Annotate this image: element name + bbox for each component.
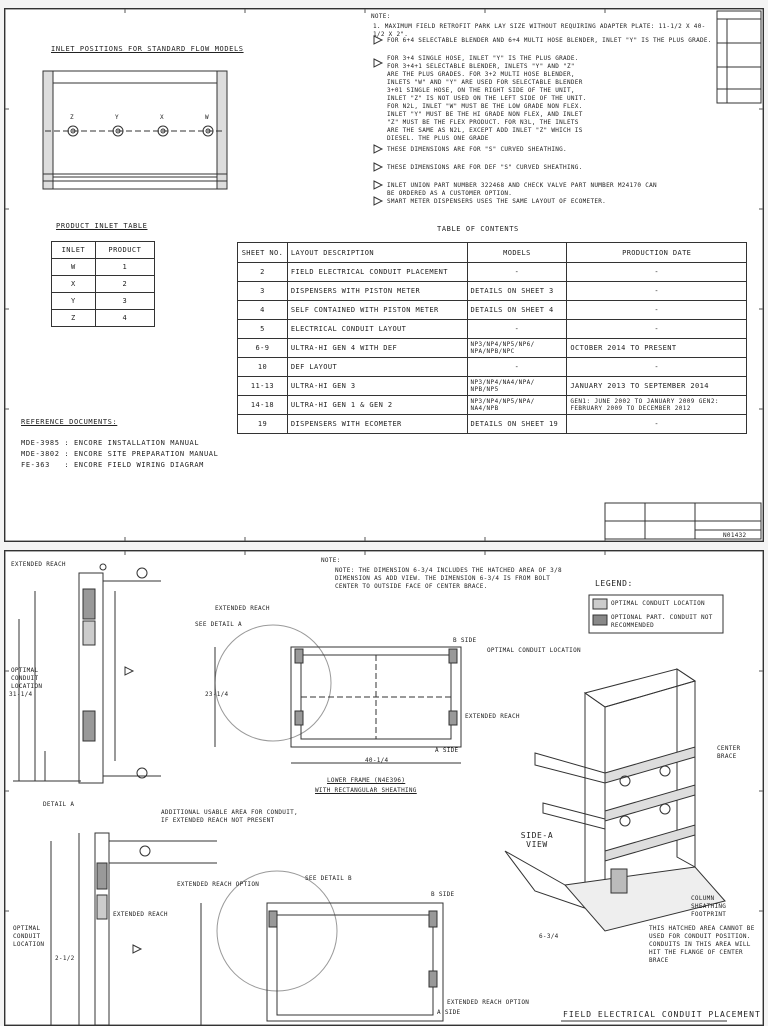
toc-header-sheet: SHEET NO. [238,243,288,263]
toc-cell: 6-9 [238,339,288,358]
pit-cell: 3 [95,293,154,310]
toc-title: TABLE OF CONTENTS [437,225,519,233]
toc-cell: ULTRA-HI GEN 3 [287,377,467,396]
toc-cell: ELECTRICAL CONDUIT LAYOUT [287,320,467,339]
reference-docs-title: REFERENCE DOCUMENTS: [21,418,118,426]
label-extended-reach-option-2: EXTENDED REACH OPTION [447,999,530,1006]
table-row [238,263,747,282]
table-row [52,276,155,293]
note-4: THESE DIMENSIONS ARE FOR "S" CURVED SHEATHING. [387,146,567,153]
label-hatched-note: THIS HATCHED AREA CANNOT BE USED FOR CONDUIT POSITION. CONDUITS IN THIS AREA WILL HIT THE FLANGE OF CENTER BRACE [649,925,755,964]
label-see-detail-a: SEE DETAIL A [195,621,242,628]
label-dim-23: 23-1/4 [205,691,229,698]
table-row [52,310,155,327]
sheet2-note: NOTE: THE DIMENSION 6-3/4 INCLUDES THE HATCHED AREA OF 3/8 DIMENSION AS ADD VIEW. THE DIMENSION 6-3/4 IS FROM BOLT CENTER TO OUTSIDE FACE OF CENTER BRACE. [335,567,562,590]
table-row [238,358,747,377]
toc-cell: DETAILS ON SHEET 4 [467,301,567,320]
reference-doc-1: MDE-3985 : ENCORE INSTALLATION MANUAL [21,439,200,447]
note-3: FOR 3+4 SINGLE HOSE, INLET "Y" IS THE PLUS GRADE. FOR 3+4+1 SELECTABLE BLENDER, INLETS "Y" AND "Z" ARE THE PLUS GRADES. FOR 3+2 MULTI HOSE BLENDER, INLETS "W" AND "Y" ARE USED FOR SELECTABLE BLENDER 3+01 SINGLE HOSE, ON THE RIGHT SIDE OF THE UNIT, INLET "Z" IS NOT USED ON THE LEFT SIDE OF THE UNIT. FOR N2L, INLET "W" MUST BE THE LOW GRADE NON FLEX. INLET "Y" MUST BE THE HI GRADE NON FLEX, AND INLET "Z" MUST BE THE FLEX PRODUCT. FOR N3L, THE INLETS ARE THE SAME AS N2L, EXCEPT ADD INLET "Z" WHICH IS DIESEL. THE PLUS ONE GRADE [387,55,587,142]
toc-cell: NP3/NP4/NP5/NP6/ NPA/NPB/NPC [467,339,567,358]
toc-cell: SELF CONTAINED WITH PISTON METER [287,301,467,320]
detail-a-lower [51,833,217,1025]
label-dim-40: 40-1/4 [365,757,389,764]
table-row [238,320,747,339]
label-see-detail-b: SEE DETAIL B [305,875,352,882]
note-2: FOR 6+4 SELECTABLE BLENDER AND 6+4 MULTI HOSE BLENDER, INLET "Y" IS THE PLUS GRADE. [387,37,712,44]
toc-cell: - [467,320,567,339]
toc-cell: 3 [238,282,288,301]
table-row [52,259,155,276]
label-extended-reach-option: EXTENDED REACH OPTION [177,881,260,888]
label-with-rect: WITH RECTANGULAR SHEATHING [315,787,417,794]
toc-cell: - [567,301,747,320]
pit-cell: 2 [95,276,154,293]
toc-cell: DEF LAYOUT [287,358,467,377]
toc-cell: NP3/NP4/NP5/NPA/ NA4/NPB [467,396,567,415]
note-5: THESE DIMENSIONS ARE FOR DEF "S" CURVED SHEATHING. [387,164,583,171]
sheet-1-cover [4,8,764,542]
toc-cell: DETAILS ON SHEET 19 [467,415,567,434]
title-block-sheet-number: N01432 [723,532,747,539]
inlet-label-y: Y [115,114,119,121]
table-row [238,282,747,301]
toc-cell: - [567,415,747,434]
toc-cell: JANUARY 2013 TO SEPTEMBER 2014 [567,377,747,396]
table-row [238,396,747,415]
sheet-2-conduit-placement [4,550,764,1026]
label-detail-a: DETAIL A [43,801,75,808]
isometric-frame-view [505,669,725,931]
lower-frame-round-sheathing [201,871,443,1025]
pit-header-inlet: INLET [52,242,96,259]
footer-title: FIELD ELECTRICAL CONDUIT PLACEMENT [563,1010,761,1019]
inlet-label-x: X [160,114,164,121]
table-of-contents [237,242,747,434]
table-row [238,415,747,434]
label-extended-reach-4: EXTENDED REACH [113,911,168,918]
toc-cell: - [467,358,567,377]
toc-cell: 10 [238,358,288,377]
label-b-side: B SIDE [453,637,477,644]
pit-cell: Z [52,310,96,327]
toc-cell: DETAILS ON SHEET 3 [467,282,567,301]
toc-cell: 2 [238,263,288,282]
pit-cell: W [52,259,96,276]
toc-header-desc: LAYOUT DESCRIPTION [287,243,467,263]
toc-cell: NP3/NP4/NA4/NPA/ NPB/NP5 [467,377,567,396]
inlet-label-w: W [205,114,209,121]
notes-header: NOTE: [371,13,391,20]
toc-cell: - [567,282,747,301]
label-dim-31: 31-1/4 [9,691,33,698]
label-dim-6: 6-3/4 [539,933,559,940]
inlet-label-z: Z [70,114,74,121]
label-additional-usable: ADDITIONAL USABLE AREA FOR CONDUIT, IF EXTENDED REACH NOT PRESENT [161,809,298,824]
lower-frame-rect-sheathing [215,625,461,763]
label-column-sheathing: COLUMN SHEATHING FOOTPRINT [691,895,727,918]
inlet-frame-drawing [43,71,227,189]
toc-cell: 11-13 [238,377,288,396]
table-row [238,377,747,396]
label-side-a-view: SIDE-A VIEW [520,831,554,849]
toc-cell: ULTRA-HI GEN 1 & GEN 2 [287,396,467,415]
toc-cell: FIELD ELECTRICAL CONDUIT PLACEMENT [287,263,467,282]
label-optimal-conduit-3: OPTIMAL CONDUIT LOCATION [13,925,45,948]
product-inlet-table [51,241,155,327]
toc-cell: - [567,263,747,282]
reference-doc-2: MDE-3802 : ENCORE SITE PREPARATION MANUAL [21,450,219,458]
toc-cell: - [467,263,567,282]
label-center-brace: CENTER BRACE [717,745,741,760]
toc-cell: 5 [238,320,288,339]
label-extended-reach-2: EXTENDED REACH [215,605,270,612]
toc-cell: GEN1: JUNE 2002 TO JANUARY 2009 GEN2: FEBRUARY 2009 TO DECEMBER 2012 [567,396,747,415]
label-a-side-2: A SIDE [437,1009,461,1016]
toc-cell: ULTRA-HI GEN 4 WITH DEF [287,339,467,358]
reference-doc-3: FE-363 : ENCORE FIELD WIRING DIAGRAM [21,461,204,469]
note-7: SMART METER DISPENSERS USES THE SAME LAYOUT OF ECOMETER. [387,198,607,205]
product-inlet-table-title: PRODUCT INLET TABLE [56,222,148,230]
table-row [52,293,155,310]
inlet-positions-title: INLET POSITIONS FOR STANDARD FLOW MODELS [51,45,244,53]
sheet2-note-header: NOTE: [321,557,341,564]
toc-header-date: PRODUCTION DATE [567,243,747,263]
toc-cell: 19 [238,415,288,434]
toc-cell: 4 [238,301,288,320]
toc-cell: DISPENSERS WITH PISTON METER [287,282,467,301]
legend-item-not-recommended: OPTIONAL PART. CONDUIT NOT RECOMMENDED [611,614,713,629]
toc-cell: - [567,358,747,377]
toc-cell: - [567,320,747,339]
toc-cell: OCTOBER 2014 TO PRESENT [567,339,747,358]
legend-title: LEGEND: [595,579,633,588]
label-extended-reach: EXTENDED REACH [11,561,66,568]
table-row [238,339,747,358]
label-optimal-conduit: OPTIMAL CONDUIT LOCATION [11,667,43,690]
toc-cell: DISPENSERS WITH ECOMETER [287,415,467,434]
pit-cell: 4 [95,310,154,327]
toc-header-models: MODELS [467,243,567,263]
label-lower-frame: LOWER FRAME (N4E396) [327,777,406,784]
note-1: 1. MAXIMUM FIELD RETROFIT PARK LAY SIZE WITHOUT REQUIRING ADAPTER PLATE: 11-1/2 X 40-1/2 X 2". [373,23,706,38]
legend-item-optimal: OPTIMAL CONDUIT LOCATION [611,600,705,607]
label-b-side-2: B SIDE [431,891,455,898]
label-extended-reach-3: EXTENDED REACH [465,713,520,720]
label-optimal-conduit-2: OPTIMAL CONDUIT LOCATION [487,647,581,654]
toc-cell: 14-18 [238,396,288,415]
label-dim-2: 2-1/2 [55,955,75,962]
label-a-side: A SIDE [435,747,459,754]
pit-cell: X [52,276,96,293]
pit-cell: Y [52,293,96,310]
revision-block [717,11,761,103]
note-6: INLET UNION PART NUMBER 322468 AND CHECK VALVE PART NUMBER M24170 CAN BE ORDERED AS A CUSTOMER OPTION. [387,182,657,197]
table-row [238,301,747,320]
pit-header-product: PRODUCT [95,242,154,259]
pit-cell: 1 [95,259,154,276]
